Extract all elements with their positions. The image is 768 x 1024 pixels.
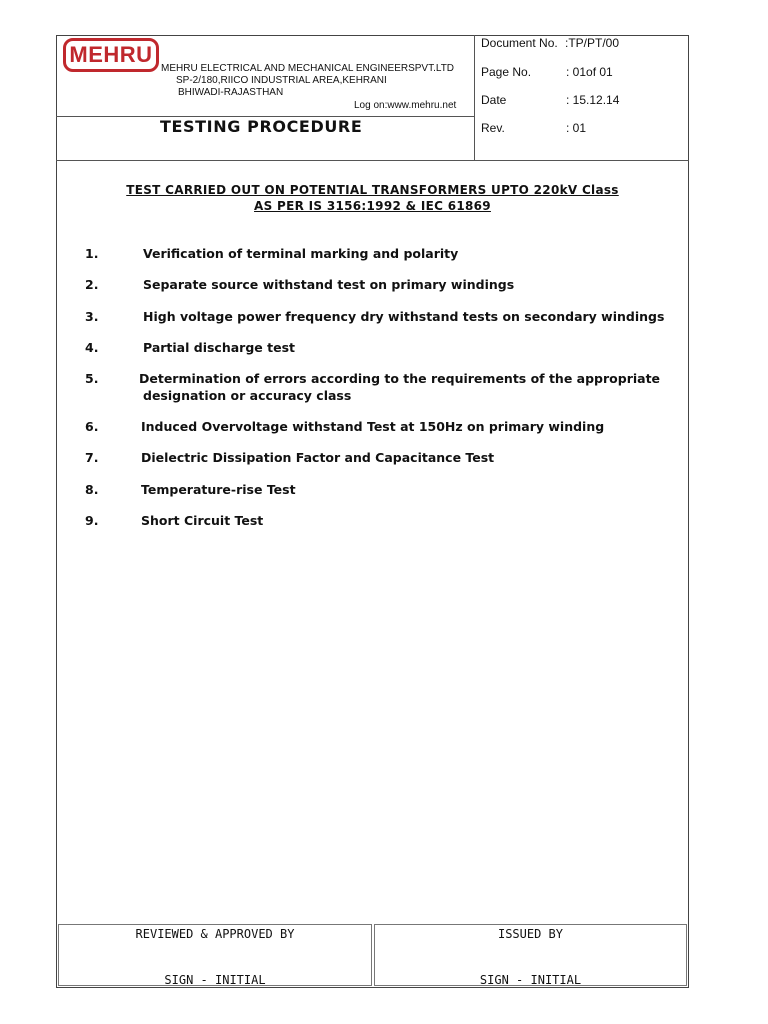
date-label: Date — [481, 93, 507, 107]
company-address: SP-2/180,RIICO INDUSTRIAL AREA,KEHRANI — [176, 75, 387, 86]
list-item-text: Separate source withstand test on primary windings — [143, 277, 515, 292]
list-item-text: Determination of errors according to the requirements of the appropriate — [139, 371, 661, 386]
header-bottom-border — [56, 160, 689, 161]
page-title: TESTING PROCEDURE — [160, 117, 363, 136]
list-item-number: 7. — [85, 450, 99, 465]
sign-initial-left: SIGN - INITIAL — [164, 973, 266, 987]
sign-initial-right: SIGN - INITIAL — [479, 973, 582, 987]
company-city: BHIWADI-RAJASTHAN — [178, 87, 284, 98]
list-item-text: Verification of terminal marking and polarity — [143, 246, 459, 261]
list-item-number: 1. — [85, 246, 99, 261]
rev-label: Rev. — [481, 121, 505, 135]
list-item-number: 3. — [85, 309, 99, 324]
doc-no-value: :TP/PT/00 — [565, 36, 620, 50]
company-name: MEHRU ELECTRICAL AND MECHANICAL ENGINEERSPVT.LTD — [161, 63, 455, 74]
list-item-number: 8. — [85, 482, 99, 497]
list-item-text: Dielectric Dissipation Factor and Capacitance Test — [141, 450, 495, 465]
list-item-text: Temperature-rise Test — [141, 482, 296, 497]
list-item-text: Short Circuit Test — [141, 513, 264, 528]
list-item-number: 4. — [85, 340, 99, 355]
list-item-number: 2. — [85, 277, 99, 292]
list-item-text: Induced Overvoltage withstand Test at 150Hz on primary winding — [141, 419, 605, 434]
test-standard: AS PER IS 3156:1992 & IEC 61869 — [254, 199, 491, 213]
test-heading: TEST CARRIED OUT ON POTENTIAL TRANSFORMERS UPTO 220kV Class — [126, 183, 619, 197]
doc-no-label: Document No. — [481, 36, 558, 50]
list-item-text-continued: designation or accuracy class — [143, 388, 352, 403]
issued-label: ISSUED BY — [497, 927, 564, 941]
document-frame — [56, 35, 689, 988]
list-item-number: 9. — [85, 513, 99, 528]
list-item-number: 6. — [85, 419, 99, 434]
date-value: : 15.12.14 — [566, 93, 620, 107]
reviewed-label: REVIEWED & APPROVED BY — [135, 927, 295, 941]
rev-value: : 01 — [566, 121, 587, 135]
list-item-text: Partial discharge test — [143, 340, 295, 355]
page-no-label: Page No. — [481, 65, 532, 79]
company-website: Log on:www.mehru.net — [354, 100, 457, 111]
page-no-value: : 01of 01 — [566, 65, 613, 79]
company-logo: MEHRU — [63, 38, 159, 72]
header-divider-vertical — [474, 35, 475, 160]
list-item-number: 5. — [85, 371, 99, 386]
list-item-text: High voltage power frequency dry withstand tests on secondary windings — [143, 309, 665, 324]
